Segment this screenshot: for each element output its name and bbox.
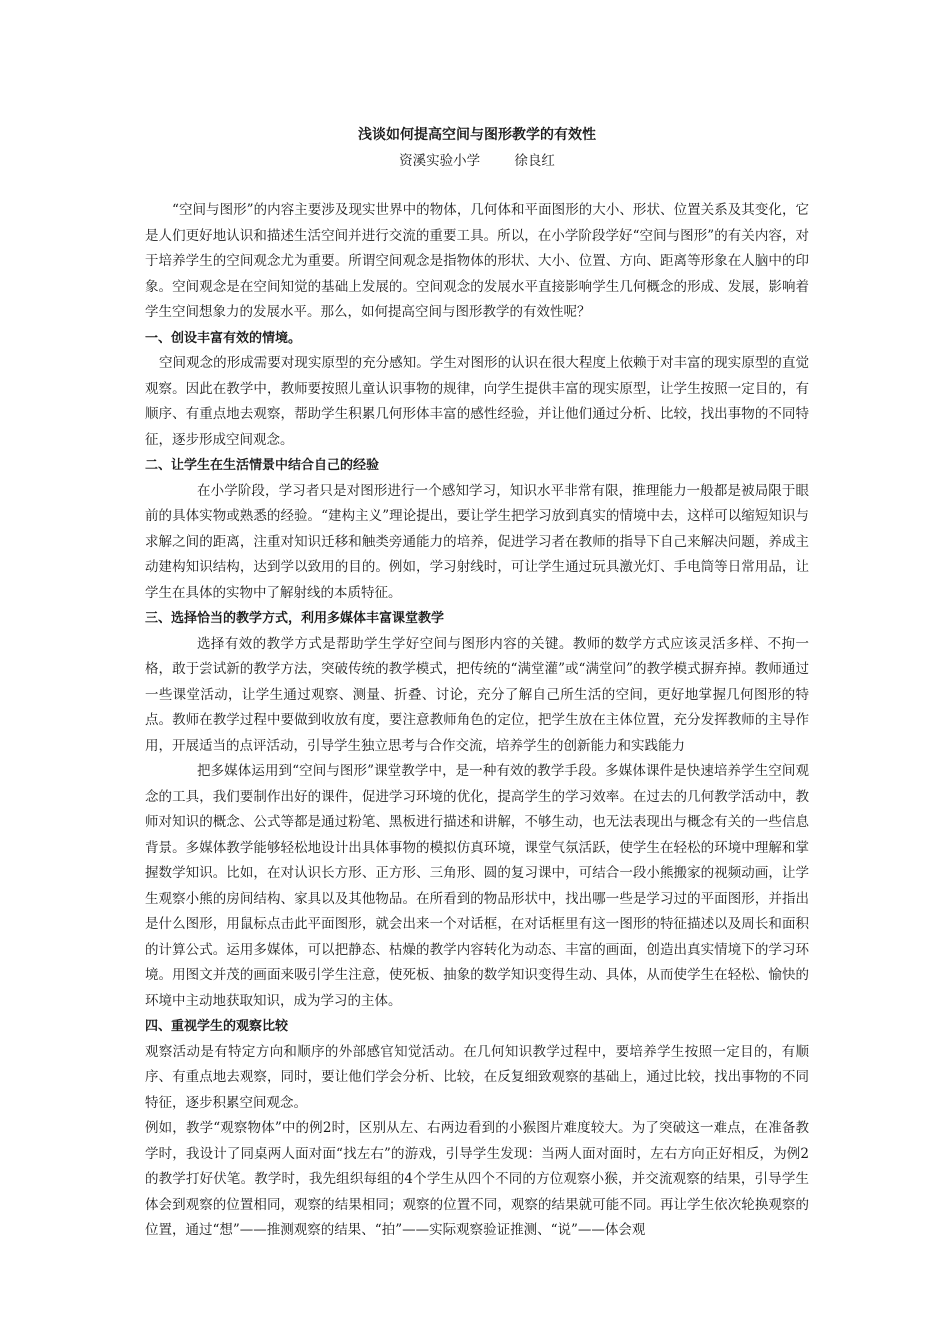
section-4-paragraph-1: 观察活动是有特定方向和顺序的外部感官知觉活动。在几何知识教学过程中，要培养学生按照一定目的，有顺序、有重点地去观察，同时，要让他们学会分析、比较，在反复细致观察的基础上，通过比较，找出事物的不同特征，逐步积累空间观念。 xyxy=(145,1043,809,1111)
document-page xyxy=(145,120,809,1244)
section-2-paragraph: 在小学阶段，学习者只是对图形进行一个感知学习，知识水平非常有限，推理能力一般都是被局限于眼前的具体实物或熟悉的经验。“建构主义”理论提出，要让学生把学习放到真实的情境中去，这样可以缩短知识与求解之间的距离，注重对知识迁移和触类旁通能力的培养，促进学习者在教师的指导下自己来解决问题，养成主动建构知识结构，达到学以致用的目的。例如，学习射线时，可让学生通过玩具激光灯、手电筒等日常用品，让学生在具体的实物中了解射线的本质特征。 xyxy=(145,482,809,601)
section-3-paragraph-1: 选择有效的教学方式是帮助学生学好空间与图形内容的关键。教师的数学方式应该灵活多样、不拘一格，敢于尝试新的教学方法，突破传统的教学模式，把传统的“满堂灌”或“满堂问”的教学模式摒弃掉。教师通过一些课堂活动，让学生通过观察、测量、折叠、讨论，充分了解自己所生活的空间，更好地掌握几何图形的特点。教师在教学过程中要做到收放有度，要注意教师角色的定位，把学生放在主体位置，充分发挥教师的主导作用，开展适当的点评活动，引导学生独立思考与合作交流，培养学生的创新能力和实践能力 xyxy=(145,635,809,754)
document-title: 浅谈如何提高空间与图形教学的有效性 xyxy=(358,127,596,143)
section-1-paragraph: 空间观念的形成需要对现实原型的充分感知。学生对图形的认识在很大程度上依赖于对丰富的现实原型的直觉观察。因此在教学中，教师要按照儿童认识事物的规律，向学生提供丰富的现实原型，让学生按照一定目的，有顺序、有重点地去观察，帮助学生积累几何形体丰富的感性经验，并让他们通过分析、比较，找出事物的不同特征，逐步形成空间观念。 xyxy=(145,355,809,448)
section-1-heading: 一、创设丰富有效的情境。 xyxy=(145,330,302,346)
intro-paragraph: “空间与图形”的内容主要涉及现实世界中的物体，几何体和平面图形的大小、形状、位置关系及其变化，它是人们更好地认识和描述生活空间并进行交流的重要工具。所以，在小学阶段学好“空间与图形”的有关内容，对于培养学生的空间观念尤为重要。所谓空间观念是指物体的形状、大小、位置、方向、距离等形象在人脑中的印象。空间观念是在空间知觉的基础上发展的。空间观念的发展水平直接影响学生几何概念的形成、发展，影响着学生空间想象力的发展水平。那么，如何提高空间与图形教学的有效性呢？ xyxy=(145,202,809,320)
section-4-paragraph-2: 例如，教学“观察物体”中的例2时，区别从左、右两边看到的小猴图片难度较大。为了突破这一难点，在准备教学时，我设计了同桌两人面对面“找左右”的游戏，引导学生发现：当两人面对面时，左右方向正好相反，为例2的教学打好伏笔。教学时，我先组织每组的4个学生从四个不同的方位观察小猴，并交流观察的结果，引导学生体会到观察的位置相同，观察的结果相同；观察的位置不同，观察的结果就可能不同。再让学生依次轮换观察的位置，通过“想”——推测观察的结果、“拍”——实际观察验证推测、“说”——体会观 xyxy=(145,1120,809,1238)
document-body xyxy=(145,198,809,1244)
section-3-paragraph-2: 把多媒体运用到“空间与图形”课堂教学中，是一种有效的教学手段。多媒体课件是快速培养学生空间观念的工具，我们要制作出好的课件，促进学习环境的优化，提高学生的学习效率。在过去的几何教学活动中，教师对知识的概念、公式等都是通过粉笔、黑板进行描述和讲解，不够生动，也无法表现出与概念有关的一些信息背景。多媒体教学能够轻松地设计出具体事物的模拟仿真环境，课堂气氛活跃，使学生在轻松的环境中理解和掌握数学知识。比如，在对认识长方形、正方形、三角形、圆的复习课中，可结合一段小熊搬家的视频动画，让学生观察小熊的房间结构、家具以及其他物品。在所看到的物品形状中，找出哪一些是学习过的平面图形，并指出是什么图形，用鼠标点击此平面图形，就会出来一个对话框，在对话框里有这一图形的特征描述以及周长和面积的计算公式。运用多媒体，可以把静态、枯燥的教学内容转化为动态、丰富的画面，创造出真实情境下的学习环境。用图文并茂的画面来吸引学生注意，使死板、抽象的数学知识变得生动、具体，从而使学生在轻松、愉快的环境中主动地获取知识，成为学习的主体。 xyxy=(145,763,809,1009)
section-2-heading: 二、让学生在生活情景中结合自己的经验 xyxy=(145,458,380,473)
author-byline: 资溪实验小学 徐良红 xyxy=(399,153,555,169)
section-3-heading: 三、选择恰当的教学方式，利用多媒体丰富课堂教学 xyxy=(145,611,445,626)
section-4-heading: 四、重视学生的观察比较 xyxy=(145,1019,289,1034)
